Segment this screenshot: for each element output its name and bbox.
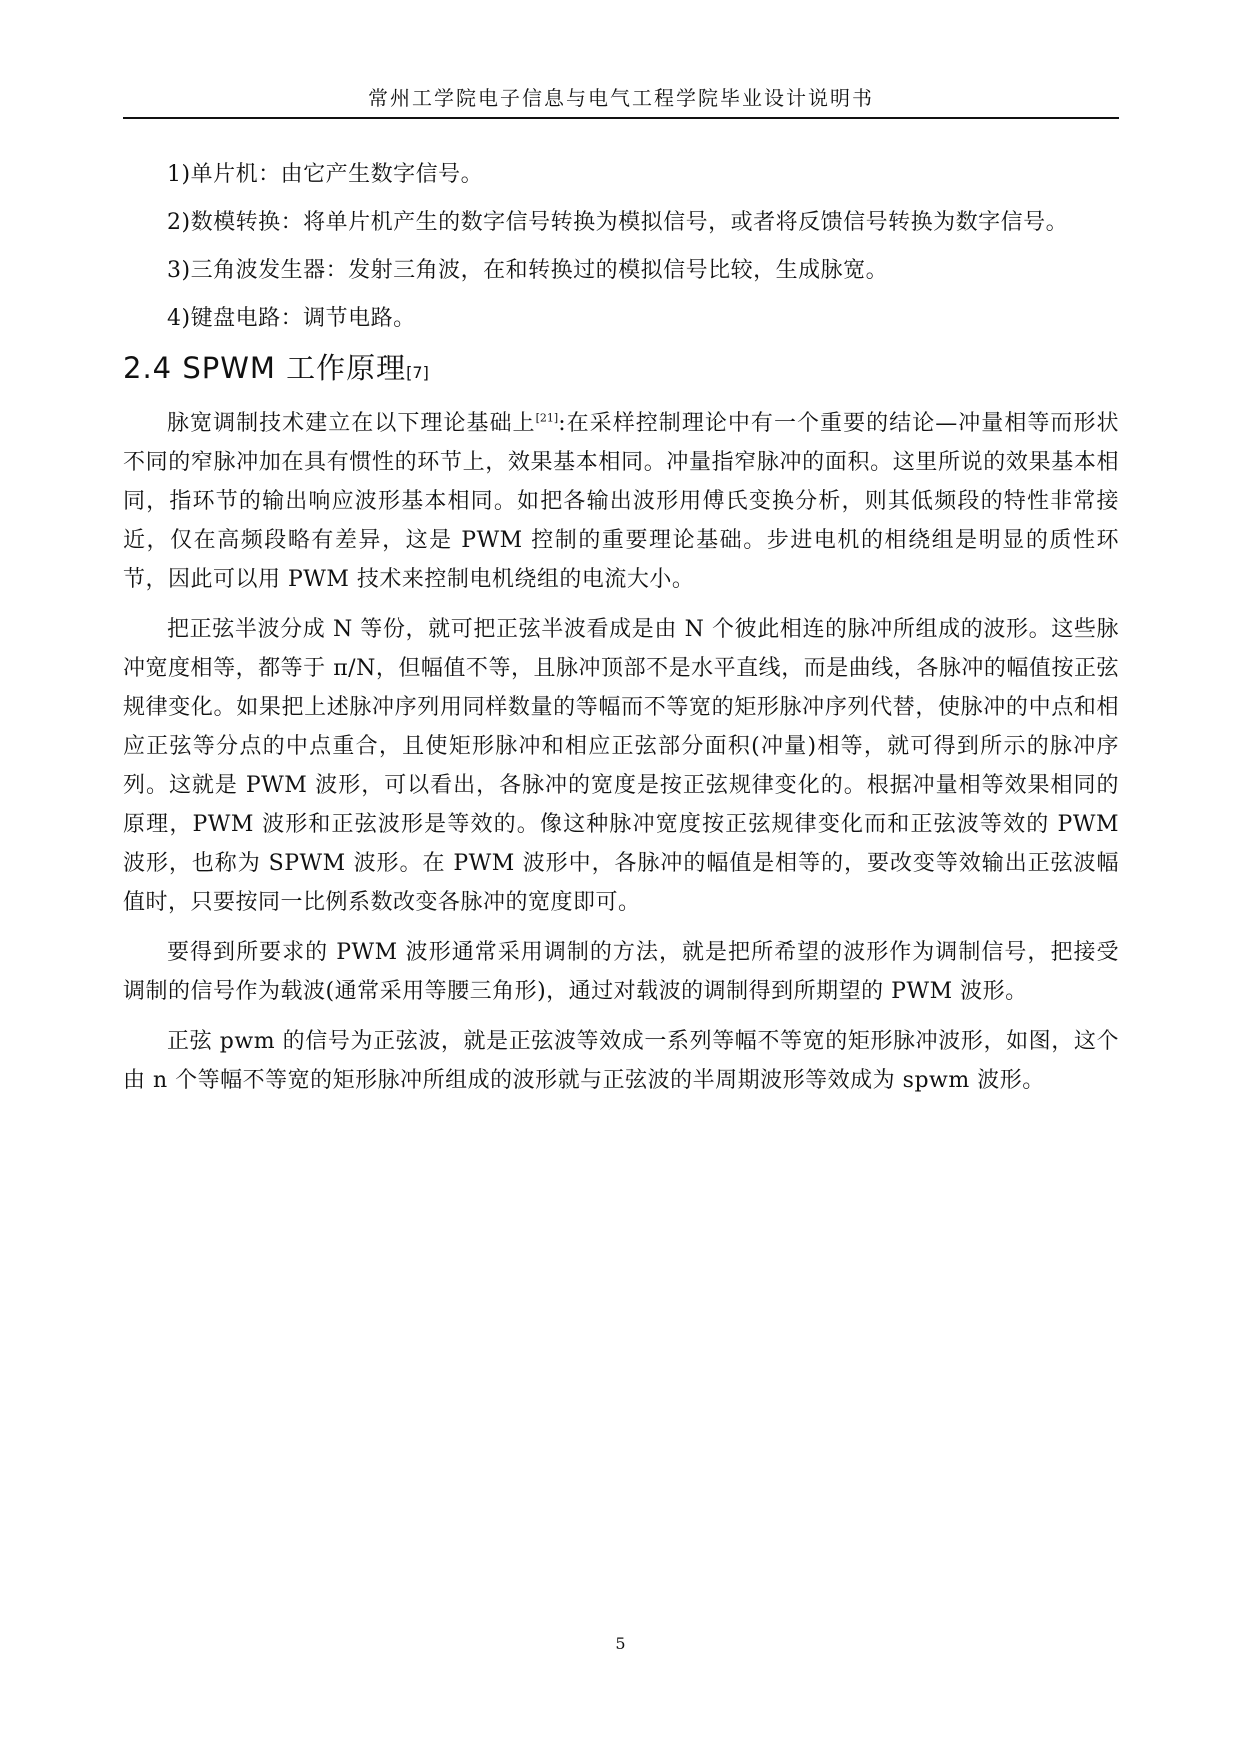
body-text [123, 155, 1119, 1111]
page-number: 5 [615, 1634, 626, 1653]
list-item-triangle-generator: 3)三角波发生器：发射三角波，在和转换过的模拟信号比较，生成脉宽。 [167, 258, 889, 283]
header-rule [123, 117, 1119, 119]
section-heading [123, 347, 1119, 394]
paragraph-sine-half-wave: 把正弦半波分成 N 等份，就可把正弦半波看成是由 N 个彼此相连的脉冲所组成的波形。这些脉冲宽度相等，都等于 π/N，但幅值不等，且脉冲顶部不是水平直线，而是曲线，各脉冲的幅值按正弦规律变化。如果把上述脉冲序列用同样数量的等幅而不等宽的矩形脉冲序列代替，使脉冲的中点和相应正弦等分点的中点重合，且使矩形脉冲和相应正弦部分面积(冲量)相等，就可得到所示的脉冲序列。这就是 PWM 波形，可以看出，各脉冲的宽度是按正弦规律变化的。根据冲量相等效果相同的原理，PWM 波形和正弦波形是等效的。像这种脉冲宽度按正弦规律变化而和正弦波等效的 PWM 波形，也称为 SPWM 波形。在 PWM 波形中，各脉冲的幅值是相等的，要改变等效输出正弦波幅值时，只要按同一比例系数改变各脉冲的宽度即可。 [123, 617, 1119, 915]
list-item-dac: 2)数模转换：将单片机产生的数字信号转换为模拟信号，或者将反馈信号转换为数字信号。 [167, 210, 1069, 235]
list-item-keyboard: 4)键盘电路：调节电路。 [167, 306, 416, 331]
paragraph-modulation-method: 要得到所要求的 PWM 波形通常采用调制的方法，就是把所希望的波形作为调制信号，把接受调制的信号作为载波(通常采用等腰三角形)，通过对载波的调制得到所期望的 PWM 波形。 [123, 940, 1119, 1004]
paragraph-text: :在采样控制理论中有一个重要的结论—冲量相等而形状不同的窄脉冲加在具有惯性的环节上，效果基本相同。冲量指窄脉冲的面积。这里所说的效果基本相同，指环节的输出响应波形基本相同。如把各输出波形用傅氏变换分析，则其低频段的特性非常接近，仅在高频段略有差异，这是 PWM 控制的重要理论基础。步进电机的相绕组是明显的质性环节，因此可以用 PWM 技术来控制电机绕组的电流大小。 [123, 411, 1119, 592]
section-title: 2.4 SPWM 工作原理 [123, 351, 407, 385]
paragraph-text: 脉宽调制技术建立在以下理论基础上 [167, 411, 536, 436]
reference-superscript: [21] [535, 411, 559, 425]
paragraph-sine-pwm: 正弦 pwm 的信号为正弦波，就是正弦波等效成一系列等幅不等宽的矩形脉冲波形，如图，这个由 n 个等幅不等宽的矩形脉冲所组成的波形就与正弦波的半周期波形等效成为 spwm 波形。 [123, 1029, 1119, 1093]
list-item-mcu: 1)单片机：由它产生数字信号。 [167, 162, 484, 187]
running-header: 常州工学院电子信息与电气工程学院毕业设计说明书 [368, 86, 874, 110]
paragraph-pwm-theory [123, 404, 1119, 599]
section-citation: [7] [406, 363, 429, 382]
